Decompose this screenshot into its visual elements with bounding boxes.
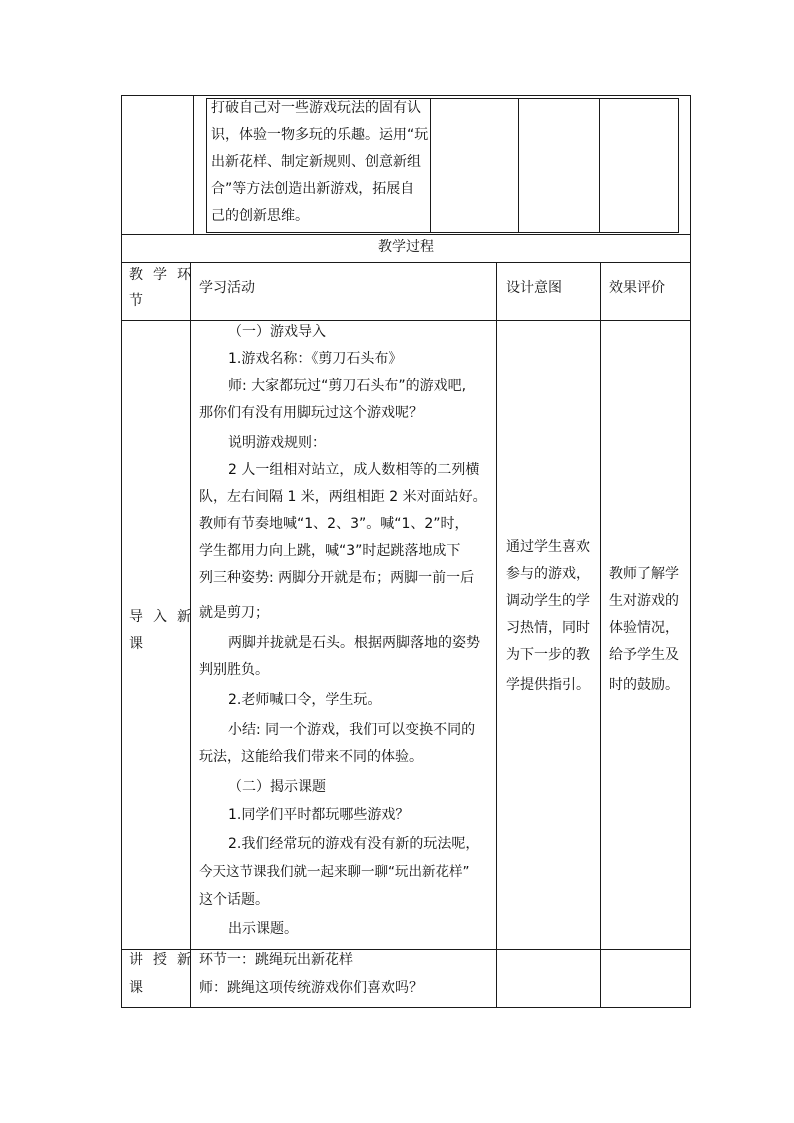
objectives-line: 出新花样、制定新规则、创意新组 — [211, 154, 421, 170]
intro-activity-line: 1.游戏名称：《剪刀石头布》 — [228, 351, 403, 367]
intro-activity-line: 就是剪刀； — [199, 605, 269, 621]
lecture-activity-line: 师：跳绳这项传统游戏你们喜欢吗？ — [199, 980, 423, 996]
rule-right — [690, 95, 691, 1008]
intro-intent-line: 为下一步的教 — [506, 647, 590, 663]
intro-activity-line: 1.同学们平时都玩哪些游戏？ — [228, 807, 410, 823]
header-activity: 学习活动 — [199, 280, 255, 296]
intro-activity-line: 那你们有没有用脚玩过这个游戏呢？ — [199, 405, 423, 421]
intro-activity-line: 2.老师喊口令，学生玩。 — [228, 692, 382, 708]
rule-top — [121, 95, 691, 96]
intro-activity-line: 判别胜负。 — [199, 662, 269, 678]
rule-r1-b — [206, 98, 207, 233]
intro-activity-line: 小结: 同一个游戏，我们可以变换不同的 — [228, 722, 476, 738]
intro-intent-line: 学提供指引。 — [506, 677, 590, 693]
intro-evaluation-line: 给予学生及 — [609, 647, 679, 663]
intro-stage-line2: 课 — [129, 636, 143, 652]
rule-inner-bottom — [206, 232, 678, 233]
intro-evaluation-line: 生对游戏的 — [609, 593, 679, 609]
objectives-line: 打破自己对一些游戏玩法的固有认 — [211, 100, 421, 116]
rule-title-bottom — [121, 262, 691, 263]
objectives-line: 合”等方法创造出新游戏，拓展自 — [211, 181, 415, 197]
objectives-line: 识，体验一物多玩的乐趣。运用“玩 — [211, 127, 429, 143]
rule-left — [121, 95, 122, 1008]
rule-r1-f — [678, 98, 679, 233]
intro-stage-line1: 导入新 — [129, 609, 201, 625]
rule-r1-a — [193, 95, 194, 235]
intro-activity-line: 两脚并拢就是石头。根据两脚落地的姿势 — [228, 635, 480, 651]
rule-r1-c — [430, 98, 431, 233]
intro-intent-line: 习热情，同时 — [506, 620, 590, 636]
intro-evaluation-line: 教师了解学 — [609, 566, 679, 582]
rule-col-activity — [496, 262, 497, 1008]
intro-activity-line: （一）游戏导入 — [228, 324, 326, 340]
intro-evaluation-line: 体验情况， — [609, 620, 679, 636]
header-evaluation: 效果评价 — [609, 280, 665, 296]
intro-activity-line: （二）揭示课题 — [228, 779, 326, 795]
rule-header-bottom — [121, 320, 691, 321]
rule-row1-bottom — [121, 234, 691, 235]
rule-col-stage — [190, 262, 191, 1008]
objectives-line: 己的创新思维。 — [211, 208, 309, 224]
header-stage-line2: 节 — [129, 293, 143, 309]
rule-table-bottom — [121, 1007, 691, 1008]
intro-activity-line: 列三种姿势: 两脚分开就是布；两脚一前一后 — [199, 570, 475, 586]
intro-evaluation-line: 时的鼓励。 — [609, 677, 679, 693]
intro-activity-line: 玩法，这能给我们带来不同的体验。 — [199, 749, 423, 765]
intro-activity-line: 教师有节奏地喊“1、2、3”。喊“1、2”时， — [199, 516, 469, 532]
rule-col-intent — [600, 262, 601, 1008]
intro-intent-line: 通过学生喜欢 — [506, 539, 590, 555]
lecture-stage-line2: 课 — [129, 980, 143, 996]
intro-activity-line: 说明游戏规则： — [228, 435, 326, 451]
intro-activity-line: 出示课题。 — [228, 921, 298, 937]
rule-r1-d — [518, 98, 519, 233]
intro-activity-line: 2.我们经常玩的游戏有没有新的玩法呢， — [228, 836, 480, 852]
section-title: 教学过程 — [378, 239, 434, 255]
lecture-activity-line: 环节一：跳绳玩出新花样 — [199, 952, 353, 968]
lecture-stage-line1: 讲授新 — [129, 952, 201, 968]
intro-activity-line: 队，左右间隔 1 米，两组相距 2 米对面站好。 — [199, 489, 487, 505]
intro-activity-line: 学生都用力向上跳，喊“3”时起跳落地成下 — [199, 543, 461, 559]
header-intent: 设计意图 — [506, 280, 562, 296]
intro-intent-line: 参与的游戏， — [506, 566, 590, 582]
intro-intent-line: 调动学生的学 — [506, 593, 590, 609]
rule-r1-e — [599, 98, 600, 233]
intro-activity-line: 师: 大家都玩过“剪刀石头布”的游戏吧, — [228, 378, 467, 394]
intro-activity-line: 2 人一组相对站立，成人数相等的二列横 — [228, 462, 480, 478]
intro-activity-line: 这个话题。 — [199, 892, 269, 908]
header-stage-line1: 教学环 — [129, 267, 201, 283]
intro-activity-line: 今天这节课我们就一起来聊一聊“玩出新花样” — [199, 864, 470, 880]
